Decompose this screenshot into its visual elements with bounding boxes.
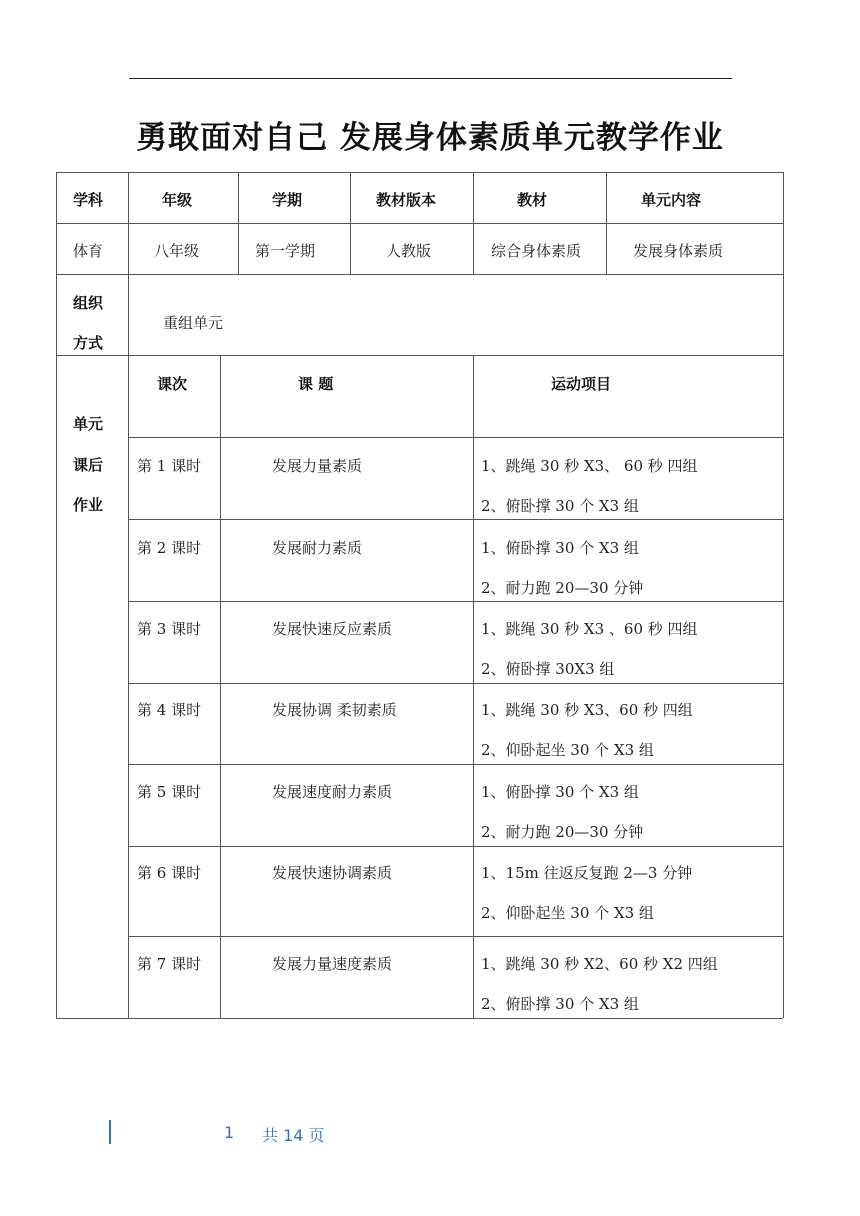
lesson-topic: 发展协调 柔韧素质 xyxy=(272,701,397,719)
lesson-topic: 发展耐力素质 xyxy=(272,539,363,557)
table-border-right xyxy=(783,172,784,1018)
lesson-number: 第 7 课时 xyxy=(137,955,202,973)
table-row-divider xyxy=(56,223,783,224)
lesson-topic: 发展力量素质 xyxy=(272,457,363,475)
table-col-divider xyxy=(606,172,607,274)
lesson-item: 2、仰卧起坐 30 个 X3 组 xyxy=(481,904,654,922)
table-row-divider xyxy=(128,437,783,438)
page-number: 1 xyxy=(224,1123,235,1142)
org-label: 方式 xyxy=(73,334,104,352)
table-col-divider xyxy=(220,355,221,1018)
table-row-divider xyxy=(128,601,783,602)
table-col-divider xyxy=(128,274,129,355)
lesson-number: 第 6 课时 xyxy=(137,864,202,882)
sub-header-items: 运动项目 xyxy=(551,375,612,393)
lesson-item: 1、跳绳 30 秒 X3 、60 秒 四组 xyxy=(481,620,698,638)
lesson-topic: 发展快速协调素质 xyxy=(272,864,393,882)
table-col-divider xyxy=(128,172,129,274)
sub-header-lesson: 课次 xyxy=(157,375,188,393)
unit-label: 课后 xyxy=(73,456,104,474)
value-cell: 八年级 xyxy=(154,242,200,260)
lesson-item: 1、俯卧撑 30 个 X3 组 xyxy=(481,783,639,801)
org-value: 重组单元 xyxy=(163,314,224,332)
lesson-number: 第 4 课时 xyxy=(137,701,202,719)
value-cell: 第一学期 xyxy=(255,242,316,260)
lesson-item: 2、俯卧撑 30 个 X3 组 xyxy=(481,995,639,1013)
table-row-divider xyxy=(128,683,783,684)
unit-label: 单元 xyxy=(73,415,104,433)
lesson-item: 1、跳绳 30 秒 X2、60 秒 X2 四组 xyxy=(481,955,718,973)
lesson-item: 1、15m 往返反复跑 2—3 分钟 xyxy=(481,864,693,882)
lesson-item: 1、跳绳 30 秒 X3、 60 秒 四组 xyxy=(481,457,698,475)
page-title: 勇敢面对自己 发展身体素质单元教学作业 xyxy=(136,120,724,156)
lesson-item: 2、仰卧起坐 30 个 X3 组 xyxy=(481,741,654,759)
table-row-divider xyxy=(128,519,783,520)
header-cell: 学期 xyxy=(272,191,303,209)
page-footer-bar xyxy=(109,1120,111,1144)
header-cell: 教材 xyxy=(517,191,548,209)
lesson-number: 第 2 课时 xyxy=(137,539,202,557)
table-row-divider xyxy=(56,274,783,275)
lesson-topic: 发展快速反应素质 xyxy=(272,620,393,638)
lesson-item: 2、俯卧撑 30 个 X3 组 xyxy=(481,497,639,515)
table-border-left xyxy=(56,172,57,1018)
table-col-divider xyxy=(473,355,474,1018)
table-row-divider xyxy=(56,355,783,356)
lesson-item: 1、跳绳 30 秒 X3、60 秒 四组 xyxy=(481,701,693,719)
value-cell: 体育 xyxy=(73,242,104,260)
lesson-topic: 发展速度耐力素质 xyxy=(272,783,393,801)
table-col-divider xyxy=(238,172,239,274)
table-col-divider xyxy=(128,355,129,1018)
sub-header-topic: 课 题 xyxy=(298,375,334,393)
header-cell: 年级 xyxy=(162,191,193,209)
table-border-top xyxy=(56,172,783,173)
header-rule xyxy=(129,78,732,79)
page-total: 共 14 页 xyxy=(262,1126,325,1145)
lesson-item: 1、俯卧撑 30 个 X3 组 xyxy=(481,539,639,557)
lesson-item: 2、俯卧撑 30X3 组 xyxy=(481,660,615,678)
header-cell: 学科 xyxy=(73,191,104,209)
lesson-number: 第 1 课时 xyxy=(137,457,202,475)
unit-label: 作业 xyxy=(73,496,104,514)
table-col-divider xyxy=(350,172,351,274)
table-row-divider xyxy=(128,936,783,937)
value-cell: 综合身体素质 xyxy=(491,242,582,260)
header-cell: 单元内容 xyxy=(641,191,702,209)
lesson-topic: 发展力量速度素质 xyxy=(272,955,393,973)
table-row-divider xyxy=(128,846,783,847)
lesson-number: 第 5 课时 xyxy=(137,783,202,801)
lesson-number: 第 3 课时 xyxy=(137,620,202,638)
org-label: 组织 xyxy=(73,294,104,312)
value-cell: 人教版 xyxy=(386,242,432,260)
table-col-divider xyxy=(473,172,474,274)
lesson-item: 2、耐力跑 20—30 分钟 xyxy=(481,823,644,841)
header-cell: 教材版本 xyxy=(376,191,437,209)
table-border-bottom xyxy=(56,1018,783,1019)
table-row-divider xyxy=(128,764,783,765)
value-cell: 发展身体素质 xyxy=(633,242,724,260)
lesson-item: 2、耐力跑 20—30 分钟 xyxy=(481,579,644,597)
